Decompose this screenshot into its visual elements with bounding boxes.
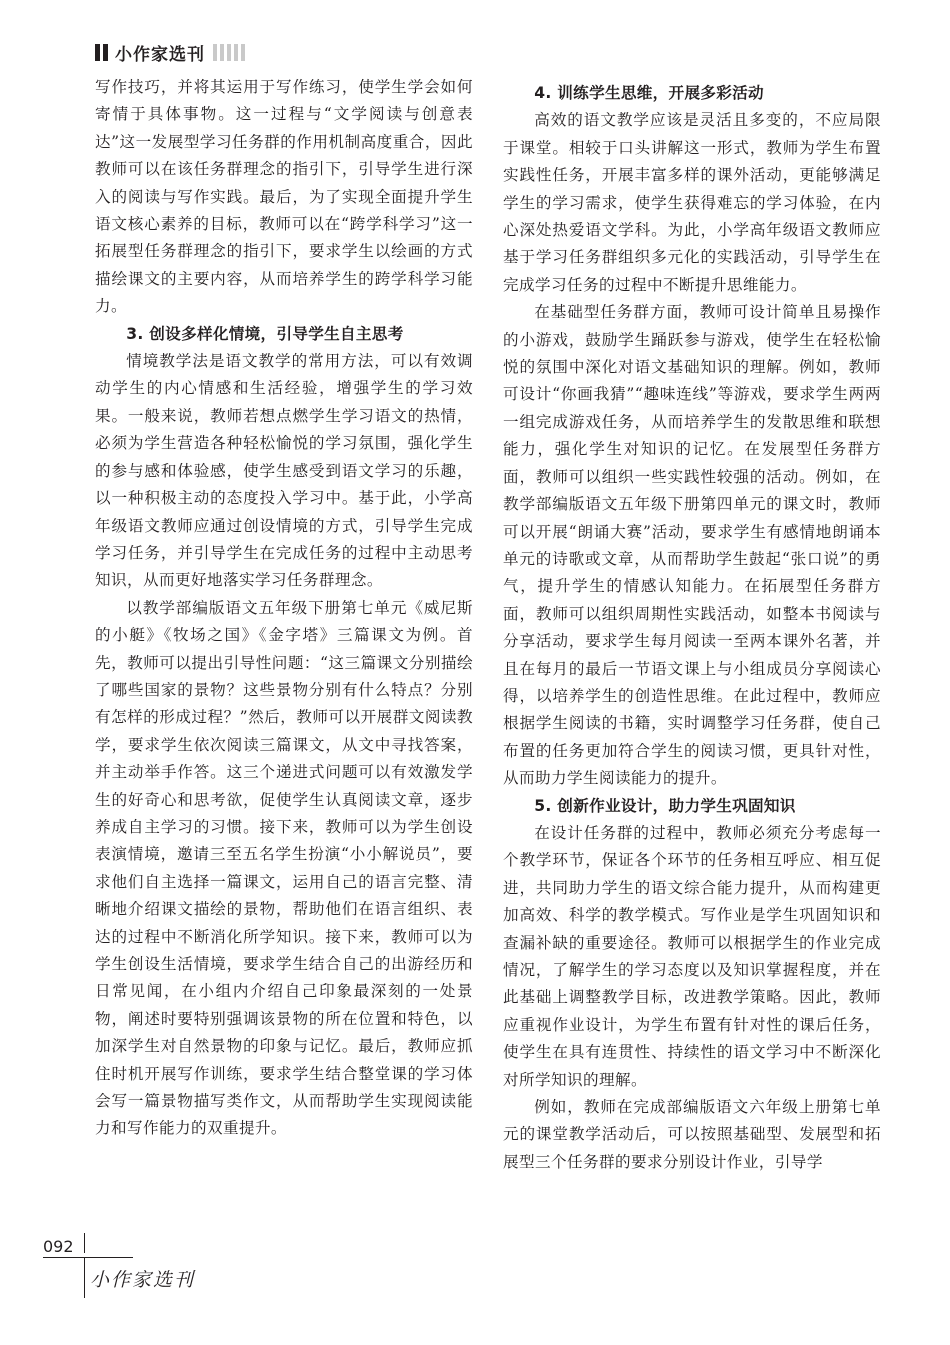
right-column bbox=[503, 80, 881, 1176]
running-header bbox=[95, 41, 245, 63]
paragraph: 写作技巧，并将其运用于写作练习，使学生学会如何寄情于具体事物。这一过程与“文学阅读与创意表达”这一发展型学习任务群的作用机制高度重合，因此教师可以在该任务群理念的指引下，引导学生进行深入的阅读与写作实践。最后，为了实现全面提升学生语文核心素养的目标，教师可以在“跨学科学习”这一拓展型任务群理念的指引下，要求学生以绘画的方式描绘课文的主要内容，从而培养学生的跨学科学习能力。 bbox=[95, 78, 473, 316]
header-bars-light bbox=[213, 44, 245, 61]
paragraph: 以教学部编版语文五年级下册第七单元《威尼斯的小艇》《牧场之国》《金字塔》三篇课文为例。首先，教师可以提出引导性问题：“这三篇课文分别描绘了哪些国家的景物？这些景物分别有什么特点？分别有怎样的形成过程？”然后，教师可以开展群文阅读教学，要求学生依次阅读三篇课文，从文中寻找答案，并主动举手作答。这三个递进式问题可以有效激发学生的好奇心和思考欲，促使学生认真阅读文章，逐步养成自主学习的习惯。接下来，教师可以为学生创设表演情境，邀请三至五名学生扮演“小小解说员”，要求他们自主选择一篇课文，运用自己的语言完整、清晰地介绍课文描绘的景物，帮助他们在语言组织、表达的过程中不断消化所学知识。接下来，教师可以为学生创设生活情境，要求学生结合自己的出游经历和日常见闻，在小组内介绍自己印象最深刻的一处景物，阐述时要特别强调该景物的所在位置和特色，以加深学生对自然景物的印象与记忆。最后，教师应抓住时机开展写作训练，要求学生结合整堂课的学习体会写一篇景物描写类作文，从而帮助学生实现阅读能力和写作能力的双重提升。 bbox=[95, 598, 473, 1138]
paragraph: 例如，教师在完成部编版语文六年级上册第七单元的课堂教学活动后，可以按照基础型、发展型和拓展型三个任务群的要求分别设计作业，引导学 bbox=[503, 1098, 881, 1171]
footer-logo: 小作家选刊 bbox=[90, 1269, 196, 1291]
page-number: 092 bbox=[43, 1237, 74, 1256]
section-heading-4: 4. 训练学生思维，开展多彩活动 bbox=[534, 84, 764, 102]
footer-divider-vertical bbox=[84, 1258, 85, 1298]
paragraph: 在基础型任务群方面，教师可设计简单且易操作的小游戏，鼓励学生踊跃参与游戏，使学生在轻松愉悦的氛围中深化对语文基础知识的理解。例如，教师可设计“你画我猜”“趣味连线”等游戏，要求学生两两一组完成游戏任务，从而培养学生的发散思维和联想能力，强化学生对知识的记忆。在发展型任务群方面，教师可以组织一些实践性较强的活动。例如，在教学部编版语文五年级下册第四单元的课文时，教师可以开展“朗诵大赛”活动，要求学生有感情地朗诵本单元的诗歌或文章，从而帮助学生鼓起“张口说”的勇气，提升学生的情感认知能力。在拓展型任务群方面，教师可以组织周期性实践活动，如整本书阅读与分享活动，要求学生每月阅读一至两本课外名著，并且在每月的最后一节语文课上与小组成员分享阅读心得，以培养学生的创造性思维。在此过程中，教师应根据学生阅读的书籍，实时调整学习任务群，使自己布置的任务更加符合学生的阅读习惯，更具针对性，从而助力学生阅读能力的提升。 bbox=[503, 303, 881, 788]
paragraph: 高效的语文教学应该是灵活且多变的，不应局限于课堂。相较于口头讲解这一形式，教师为学生布置实践性任务，开展丰富多样的课外活动，更能够满足学生的学习需求，使学生获得难忘的学习体验，在内心深处热爱语文学科。为此，小学高年级语文教师应基于学习任务群组织多元化的实践活动，引导学生在完成学习任务的过程中不断提升思维能力。 bbox=[503, 111, 881, 294]
paragraph: 情境教学法是语文教学的常用方法，可以有效调动学生的内心情感和生活经验，增强学生的学习效果。一般来说，教师若想点燃学生学习语文的热情，必须为学生营造各种轻松愉悦的学习氛围，强化学生的参与感和体验感，使学生感受到语文学习的乐趣，以一种积极主动的态度投入学习中。基于此，小学高年级语文教师应通过创设情境的方式，引导学生完成学习任务，并引导学生在完成任务的过程中主动思考知识，从而更好地落实学习任务群理念。 bbox=[95, 352, 473, 590]
header-bars-dark bbox=[95, 44, 108, 61]
journal-title: 小作家选刊 bbox=[115, 44, 205, 65]
section-heading-5: 5. 创新作业设计，助力学生巩固知识 bbox=[534, 796, 796, 815]
footer-divider-vertical bbox=[84, 1233, 85, 1253]
paragraph: 在设计任务群的过程中，教师必须充分考虑每一个教学环节，保证各个环节的任务相互呼应、相互促进，共同助力学生的语文综合能力提升，从而构建更加高效、科学的教学模式。写作业是学生巩固知识和查漏补缺的重要途径。教师可以根据学生的作业完成情况，了解学生的学习态度以及知识掌握程度，并在此基础上调整教学目标，改进教学策略。因此，教师应重视作业设计，为学生布置有针对性的课后任务，使学生在具有连贯性、持续性的语文学习中不断深化对所学知识的理解。 bbox=[503, 823, 881, 1089]
footer-divider-horizontal bbox=[43, 1257, 133, 1258]
section-heading-3: 3. 创设多样化情境，引导学生自主思考 bbox=[126, 324, 404, 343]
left-column bbox=[95, 74, 473, 1143]
